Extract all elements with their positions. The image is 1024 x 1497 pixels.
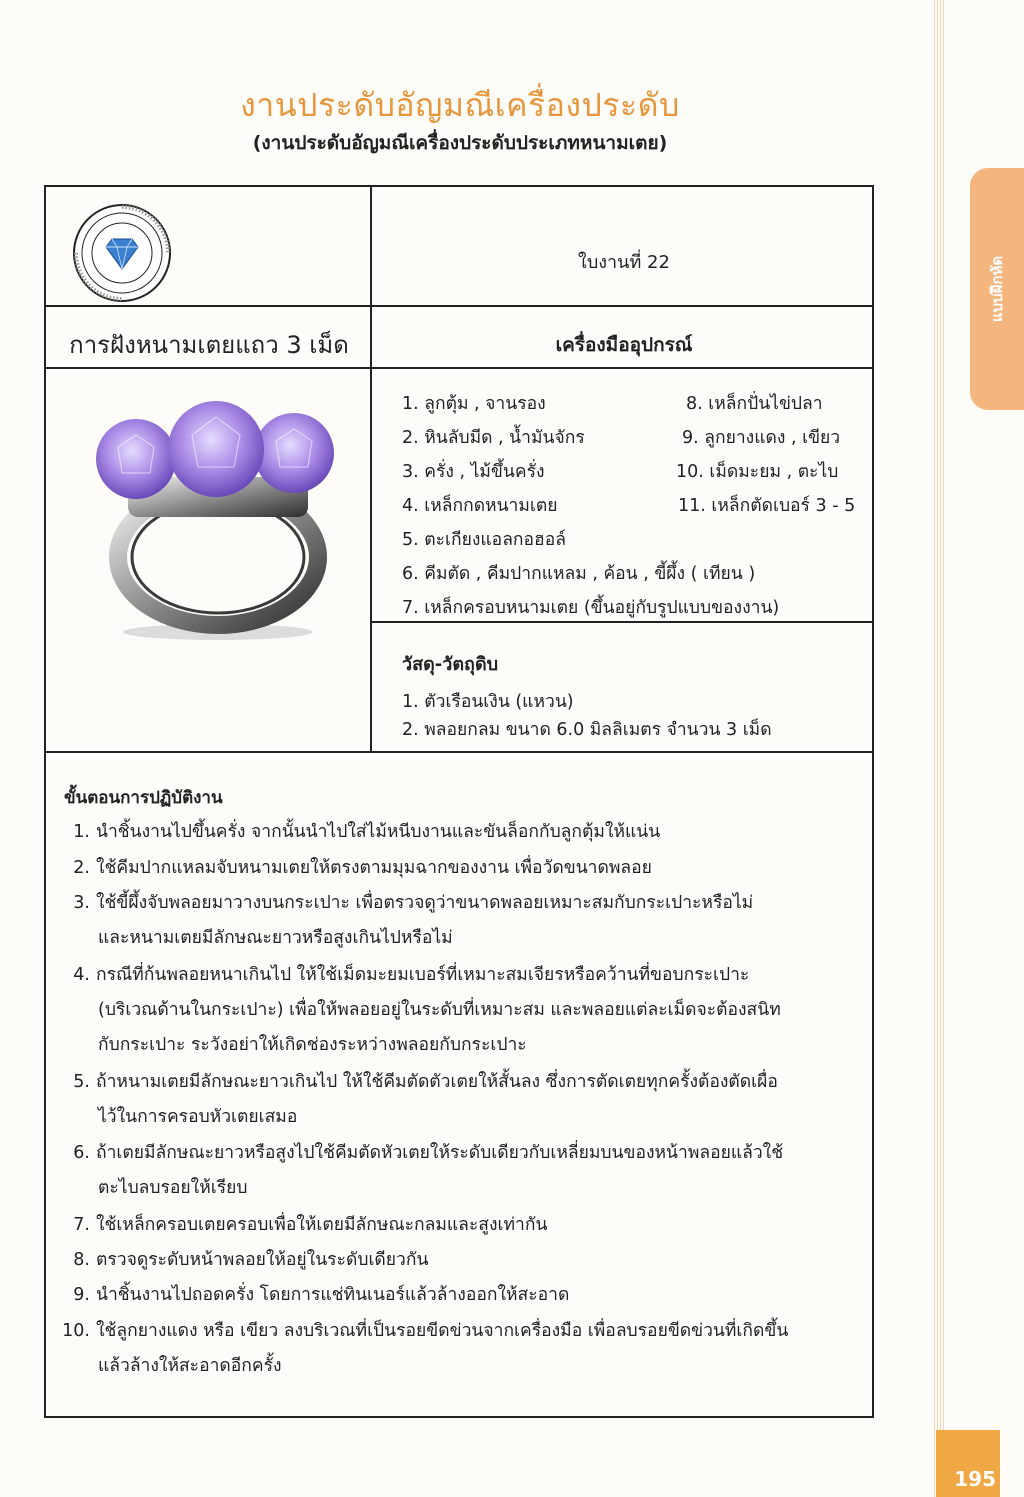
step-number: 2.: [73, 858, 90, 878]
institute-logo-icon: [72, 203, 172, 303]
step-text: กรณีที่ก้นพลอยหนาเกินไป ให้ใช้เม็ดมะยมเบอร์ที่เหมาะสมเจียรหรือคว้านที่ขอบกระเปาะ: [96, 965, 750, 985]
step-item: [60, 1316, 788, 1344]
step-item: [60, 960, 749, 988]
tool-item: 5. ตะเกียงแอลกอฮอล์: [402, 530, 566, 550]
row-divider: [46, 367, 872, 369]
step-text: นำชิ้นงานไปถอดครั่ง โดยการแช่ทินเนอร์แล้วล้างออกให้สะอาด: [96, 1285, 570, 1305]
step-text-continued: กับกระเปาะ ระวังอย่าให้เกิดช่องระหว่างพลอยกับกระเปาะ: [98, 1035, 527, 1055]
tool-item: 8. เหล็กปั่นไข่ปลา: [686, 394, 823, 414]
step-text: ถ้าเตยมีลักษณะยาวหรือสูงไปใช้คีมตัดหัวเตยให้ระดับเดียวกับเหลี่ยมบนของหน้าพลอยแล้วใช้: [96, 1143, 784, 1163]
step-number: 1.: [73, 822, 90, 842]
ring-photo: [68, 387, 358, 647]
step-number: 9.: [73, 1285, 90, 1305]
step-text-continued: และหนามเตยมีลักษณะยาวหรือสูงเกินไปหรือไม่: [98, 928, 453, 948]
step-text-continued: แล้วล้างให้สะอาดอีกครั้ง: [98, 1356, 282, 1376]
step-item: [60, 1245, 428, 1273]
step-item: [60, 888, 753, 916]
tool-item: 7. เหล็กครอบหนามเตย (ขึ้นอยู่กับรูปแบบของงาน): [402, 598, 780, 618]
step-text-continued: ตะไบลบรอยให้เรียบ: [98, 1178, 248, 1198]
step-number: 5.: [73, 1072, 90, 1092]
step-text: ใช้เหล็กครอบเตยครอบเพื่อให้เตยมีลักษณะกลมและสูงเท่ากัน: [96, 1215, 548, 1235]
task-title: การฝังหนามเตยแถว 3 เม็ด: [69, 331, 349, 359]
materials-heading: วัสดุ-วัตถุดิบ: [402, 654, 499, 675]
step-number: 4.: [73, 965, 90, 985]
step-text: นำชิ้นงานไปขึ้นครั่ง จากนั้นนำไปใส่ไม้หนีบงานและขันล็อกกับลูกตุ้มให้แน่น: [96, 822, 661, 842]
step-text: ใช้คีมปากแหลมจับหนามเตยให้ตรงตามมุมฉากของงาน เพื่อวัดขนาดพลอย: [96, 858, 652, 878]
tools-heading: เครื่องมืออุปกรณ์: [555, 334, 693, 356]
tool-item: 11. เหล็กตัดเบอร์ 3 - 5: [678, 496, 856, 516]
tool-item: 10. เม็ดมะยม , ตะไบ: [676, 462, 839, 482]
step-text: ตรวจดูระดับหน้าพลอยให้อยู่ในระดับเดียวกัน: [96, 1250, 429, 1270]
worksheet-number: ใบงานที่ 22: [578, 252, 670, 273]
step-number: 8.: [73, 1250, 90, 1270]
column-divider: [370, 187, 372, 751]
tool-item: 3. ครั่ง , ไม้ขึ้นครั่ง: [402, 462, 545, 482]
page-title: งานประดับอัญมณีเครื่องประดับ: [240, 86, 680, 124]
page-subtitle: (งานประดับอัญมณีเครื่องประดับประเภทหนามเตย): [252, 132, 668, 154]
material-item: 1. ตัวเรือนเงิน (แหวน): [402, 692, 574, 712]
step-number: 10.: [62, 1321, 90, 1341]
step-number: 3.: [73, 893, 90, 913]
tool-item: 2. หินลับมีด , น้ำมันจักร: [402, 428, 585, 448]
step-item: [60, 853, 652, 881]
step-text: ถ้าหนามเตยมีลักษณะยาวเกินไป ให้ใช้คีมตัดตัวเตยให้สั้นลง ซึ่งการตัดเตยทุกครั้งต้องตัดเผื่อ: [96, 1072, 778, 1092]
tool-item: 4. เหล็กกดหนามเตย: [402, 496, 558, 516]
step-text: ใช้ลูกยางแดง หรือ เขียว ลงบริเวณที่เป็นรอยขีดข่วนจากเครื่องมือ เพื่อลบรอยขีดข่วนที่เกิดขึ้น: [96, 1321, 789, 1341]
worksheet-table: [44, 185, 874, 1418]
row-divider: [46, 751, 872, 753]
tool-item: 6. คีมตัด , คีมปากแหลม , ค้อน , ขี้ผึ้ง ( เทียน ): [402, 564, 756, 584]
material-item: 2. พลอยกลม ขนาด 6.0 มิลลิเมตร จำนวน 3 เม็ด: [402, 720, 772, 740]
margin-stripes: [934, 0, 944, 1497]
section-tab-label: แบบฝึกหัด: [988, 255, 1006, 323]
page-number-box: [936, 1430, 1000, 1497]
tool-item: 1. ลูกตุ้ม , จานรอง: [402, 394, 546, 414]
step-number: 6.: [73, 1143, 90, 1163]
step-text: ใช้ขี้ผึ้งจับพลอยมาวางบนกระเปาะ เพื่อตรวจดูว่าขนาดพลอยเหมาะสมกับกระเปาะหรือไม่: [96, 893, 754, 913]
row-divider: [46, 305, 872, 307]
step-item: [60, 1067, 778, 1095]
step-item: [60, 1210, 547, 1238]
step-text-continued: (บริเวณด้านในกระเปาะ) เพื่อให้พลอยอยู่ในระดับที่เหมาะสม และพลอยแต่ละเม็ดจะต้องสนิท: [98, 1000, 781, 1020]
step-text-continued: ไว้ในการครอบหัวเตยเสมอ: [98, 1107, 298, 1127]
steps-heading: ขั้นตอนการปฏิบัติงาน: [64, 788, 223, 808]
tool-item: 9. ลูกยางแดง , เขียว: [682, 428, 841, 448]
step-number: 7.: [73, 1215, 90, 1235]
section-tab: [970, 168, 1024, 410]
page-number: 195: [954, 1467, 996, 1491]
step-item: [60, 1280, 569, 1308]
step-item: [60, 817, 660, 845]
step-item: [60, 1138, 783, 1166]
